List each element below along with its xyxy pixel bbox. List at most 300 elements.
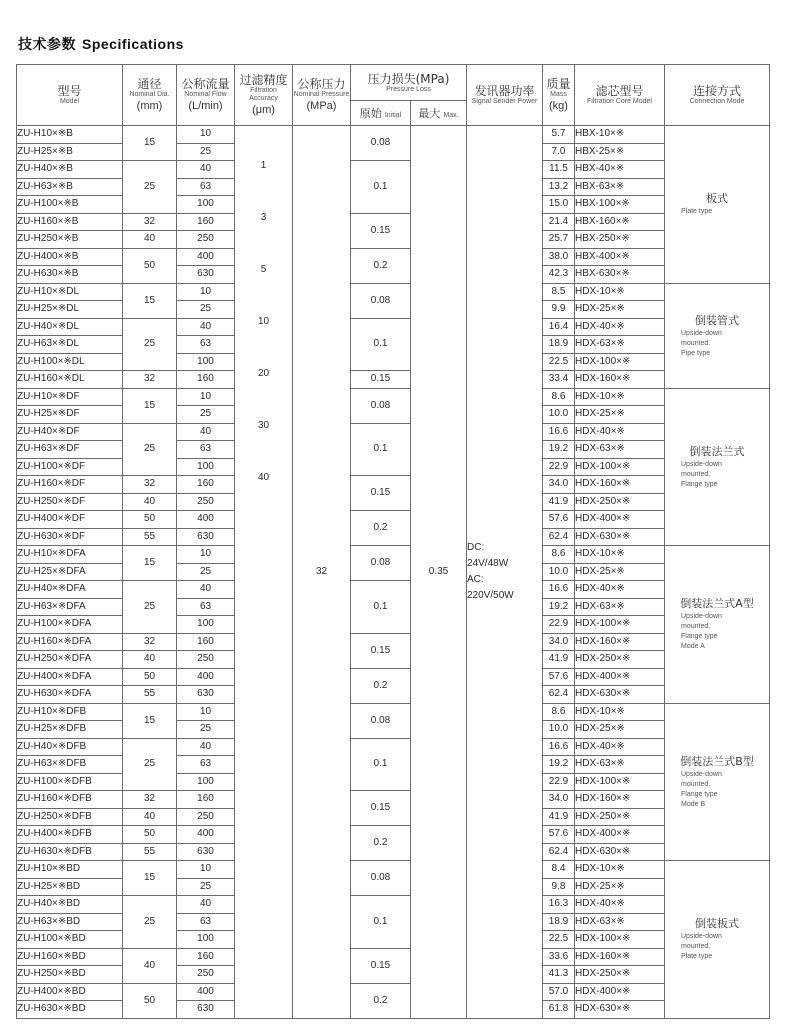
connection-mode-cn: 倒装管式 [695,313,739,327]
mass-cell: 9.8 [543,878,575,896]
core-model-cell: HDX-630×※ [575,528,665,546]
model-cell: ZU-H400×※BD [17,983,123,1001]
model-cell: ZU-H160×※B [17,213,123,231]
nominal-flow-cell: 25 [177,721,235,739]
nominal-dia-cell: 50 [123,826,177,844]
nominal-dia-cell: 25 [123,896,177,949]
mass-cell: 42.3 [543,266,575,284]
accuracy-value: 20 [257,368,270,379]
connection-mode-cn: 倒装法兰式A型 [680,597,754,611]
connection-mode-en: Upside-down [681,613,722,621]
mass-cell: 57.6 [543,511,575,529]
model-cell: ZU-H100×※B [17,196,123,214]
model-cell: ZU-H63×※DFB [17,756,123,774]
table-row [17,948,770,966]
nominal-dia-cell: 50 [123,983,177,1018]
initial-loss-cell: 0.08 [351,126,411,161]
nominal-flow-cell: 10 [177,388,235,406]
model-cell: ZU-H100×※DFB [17,773,123,791]
nominal-flow-cell: 630 [177,528,235,546]
core-model-cell: HDX-63×※ [575,336,665,354]
nominal-flow-cell: 250 [177,493,235,511]
nominal-flow-cell: 160 [177,791,235,809]
model-cell: ZU-H10×※DFA [17,546,123,564]
core-model-cell: HDX-250×※ [575,966,665,984]
mass-cell: 57.0 [543,983,575,1001]
mass-cell: 57.6 [543,826,575,844]
initial-loss-cell: 0.1 [351,318,411,371]
nominal-dia-cell: 50 [123,248,177,283]
core-model-cell: HDX-100×※ [575,458,665,476]
mass-cell: 8.5 [543,283,575,301]
model-cell: ZU-H25×※B [17,143,123,161]
core-model-cell: HDX-100×※ [575,773,665,791]
accuracy-value: 10 [257,316,270,327]
table-row [17,213,770,231]
nominal-dia-cell: 40 [123,493,177,511]
nominal-flow-cell: 400 [177,511,235,529]
accuracy-value: 30 [257,420,270,431]
nominal-flow-cell: 25 [177,563,235,581]
nominal-flow-cell: 160 [177,476,235,494]
mass-cell: 21.4 [543,213,575,231]
table-row [17,546,770,564]
mass-cell: 33.6 [543,948,575,966]
core-model-cell: HBX-100×※ [575,196,665,214]
core-model-cell: HDX-100×※ [575,931,665,949]
nominal-flow-cell: 63 [177,178,235,196]
table-row [17,423,770,441]
nominal-dia-cell: 40 [123,231,177,249]
mass-cell: 16.4 [543,318,575,336]
connection-mode-en: mounted. [681,943,711,951]
core-model-cell: HBX-10×※ [575,126,665,144]
mass-cell: 8.6 [543,546,575,564]
mass-cell: 13.2 [543,178,575,196]
model-cell: ZU-H10×※DF [17,388,123,406]
initial-loss-cell: 0.1 [351,423,411,476]
model-cell: ZU-H630×※DFA [17,686,123,704]
mass-cell: 16.6 [543,738,575,756]
model-cell: ZU-H400×※B [17,248,123,266]
nominal-dia-cell: 40 [123,651,177,669]
connection-mode-en: Upside-down [681,933,722,941]
initial-loss-cell: 0.1 [351,161,411,214]
mass-cell: 22.5 [543,353,575,371]
nominal-flow-cell: 160 [177,213,235,231]
model-cell: ZU-H250×※B [17,231,123,249]
model-cell: ZU-H160×※DFB [17,791,123,809]
mass-cell: 9.9 [543,301,575,319]
initial-loss-cell: 0.2 [351,511,411,546]
mass-cell: 22.9 [543,616,575,634]
nominal-flow-cell: 250 [177,231,235,249]
mass-cell: 22.9 [543,773,575,791]
nominal-flow-cell: 10 [177,861,235,879]
nominal-dia-cell: 15 [123,861,177,896]
specifications-table [16,64,770,1019]
nominal-flow-cell: 25 [177,878,235,896]
nominal-flow-cell: 630 [177,686,235,704]
nominal-flow-cell: 40 [177,318,235,336]
model-cell: ZU-H630×※DFB [17,843,123,861]
model-cell: ZU-H10×※DFB [17,703,123,721]
model-cell: ZU-H630×※BD [17,1001,123,1019]
mass-cell: 41.9 [543,493,575,511]
core-model-cell: HDX-25×※ [575,406,665,424]
nominal-flow-cell: 250 [177,651,235,669]
mass-cell: 8.4 [543,861,575,879]
nominal-dia-cell: 15 [123,388,177,423]
initial-loss-cell: 0.08 [351,283,411,318]
mass-cell: 34.0 [543,476,575,494]
initial-loss-cell: 0.08 [351,388,411,423]
connection-mode-en: Upside-down [681,770,722,778]
core-model-cell: HDX-25×※ [575,301,665,319]
core-model-cell: HDX-160×※ [575,371,665,389]
connection-mode-en: mounted. [681,470,711,478]
nominal-dia-cell: 32 [123,791,177,809]
signal-power-line: 220V/50W [467,589,514,601]
model-cell: ZU-H400×※DF [17,511,123,529]
table-row [17,161,770,179]
mass-cell: 18.9 [543,336,575,354]
mass-cell: 16.3 [543,896,575,914]
page-title-cn: 技术参数 [18,37,76,53]
accuracy-value: 1 [260,160,267,171]
nominal-flow-cell: 250 [177,966,235,984]
model-cell: ZU-H250×※DF [17,493,123,511]
initial-loss-cell: 0.08 [351,546,411,581]
core-model-cell: HDX-40×※ [575,318,665,336]
table-row [17,983,770,1001]
model-cell: ZU-H250×※DFB [17,808,123,826]
mass-cell: 41.3 [543,966,575,984]
mass-cell: 8.6 [543,703,575,721]
connection-mode-en: Mode A [681,643,705,651]
nominal-flow-cell: 63 [177,441,235,459]
mass-cell: 62.4 [543,686,575,704]
model-cell: ZU-H160×※DF [17,476,123,494]
model-cell: ZU-H25×※BD [17,878,123,896]
nominal-flow-cell: 10 [177,546,235,564]
page-title-en: Specifications [82,36,184,52]
table-row [17,633,770,651]
nominal-dia-cell: 25 [123,423,177,476]
nominal-dia-cell: 25 [123,738,177,791]
core-model-cell: HDX-63×※ [575,598,665,616]
nominal-dia-cell: 25 [123,161,177,214]
signal-power-line: DC: [467,541,485,553]
mass-cell: 8.6 [543,388,575,406]
max-loss-cell: 0.35 [411,126,467,1019]
header-nominal-pressure: 公称压力 Nominal Pressure (MPa) [293,65,351,126]
nominal-flow-cell: 630 [177,1001,235,1019]
nominal-flow-cell: 25 [177,301,235,319]
connection-mode-en: Plate type [681,953,713,961]
model-cell: ZU-H40×※DF [17,423,123,441]
core-model-cell: HDX-250×※ [575,808,665,826]
header-loss-max: 最大 Max. [411,101,467,126]
signal-power-line: AC: [467,573,484,585]
nominal-dia-cell: 50 [123,668,177,686]
table-row [17,668,770,686]
nominal-flow-cell: 160 [177,633,235,651]
core-model-cell: HDX-40×※ [575,896,665,914]
mass-cell: 38.0 [543,248,575,266]
nominal-flow-cell: 40 [177,581,235,599]
table-row [17,511,770,529]
connection-mode-en: Flange type [681,633,718,641]
mass-cell: 25.7 [543,231,575,249]
nominal-flow-cell: 630 [177,843,235,861]
connection-mode-en: mounted. [681,780,711,788]
core-model-cell: HDX-630×※ [575,843,665,861]
core-model-cell: HDX-25×※ [575,721,665,739]
model-cell: ZU-H25×※DF [17,406,123,424]
initial-loss-cell: 0.2 [351,668,411,703]
nominal-dia-cell: 25 [123,581,177,634]
table-row [17,476,770,494]
filtration-accuracy-cell [235,126,293,1019]
nominal-flow-cell: 250 [177,808,235,826]
nominal-flow-cell: 400 [177,248,235,266]
model-cell: ZU-H630×※DF [17,528,123,546]
core-model-cell: HDX-10×※ [575,388,665,406]
nominal-flow-cell: 400 [177,983,235,1001]
accuracy-value: 3 [260,212,267,223]
mass-cell: 62.4 [543,528,575,546]
mass-cell: 41.9 [543,808,575,826]
mass-cell: 57.6 [543,668,575,686]
core-model-cell: HDX-630×※ [575,686,665,704]
connection-mode-cell [665,126,770,284]
model-cell: ZU-H63×※BD [17,913,123,931]
initial-loss-cell: 0.15 [351,213,411,248]
core-model-cell: HDX-10×※ [575,283,665,301]
header-mass: 质量 Mass (kg) [543,65,575,126]
core-model-cell: HBX-25×※ [575,143,665,161]
table-row [17,318,770,336]
core-model-cell: HDX-40×※ [575,423,665,441]
model-cell: ZU-H100×※DFA [17,616,123,634]
connection-mode-en: Flange type [681,480,718,488]
core-model-cell: HDX-250×※ [575,493,665,511]
table-body [17,126,770,1019]
core-model-cell: HDX-100×※ [575,353,665,371]
core-model-cell: HDX-25×※ [575,878,665,896]
connection-mode-en: mounted. [681,339,711,347]
nominal-flow-cell: 63 [177,336,235,354]
header-pressure-loss: 压力损失(MPa) Pressure Loss [351,65,467,101]
mass-cell: 11.5 [543,161,575,179]
core-model-cell: HDX-400×※ [575,826,665,844]
table-row [17,248,770,266]
model-cell: ZU-H100×※DF [17,458,123,476]
connection-mode-cell [665,546,770,704]
page-title [18,34,184,54]
core-model-cell: HDX-25×※ [575,563,665,581]
core-model-cell: HDX-10×※ [575,546,665,564]
header-model: 型号 Model [17,65,123,126]
model-cell: ZU-H160×※DFA [17,633,123,651]
nominal-flow-cell: 100 [177,931,235,949]
connection-mode-en: Upside-down [681,329,722,337]
nominal-flow-cell: 160 [177,371,235,389]
table-row [17,896,770,914]
nominal-flow-cell: 25 [177,406,235,424]
header-loss-initial: 原始 Initial [351,101,411,126]
mass-cell: 16.6 [543,423,575,441]
model-cell: ZU-H40×※DFB [17,738,123,756]
nominal-dia-cell: 32 [123,213,177,231]
core-model-cell: HBX-400×※ [575,248,665,266]
nominal-dia-cell: 32 [123,476,177,494]
model-cell: ZU-H10×※DL [17,283,123,301]
header-connection-mode: 连接方式 Connection Mode [665,65,770,126]
core-model-cell: HDX-160×※ [575,791,665,809]
model-cell: ZU-H100×※BD [17,931,123,949]
core-model-cell: HDX-160×※ [575,948,665,966]
core-model-cell: HBX-160×※ [575,213,665,231]
nominal-dia-cell: 50 [123,511,177,529]
connection-mode-en: mounted. [681,623,711,631]
initial-loss-cell: 0.2 [351,826,411,861]
core-model-cell: HDX-63×※ [575,441,665,459]
connection-mode-en: Mode B [681,800,706,808]
nominal-flow-cell: 400 [177,668,235,686]
mass-cell: 19.2 [543,441,575,459]
model-cell: ZU-H25×※DFA [17,563,123,581]
model-cell: ZU-H40×※BD [17,896,123,914]
mass-cell: 61.8 [543,1001,575,1019]
model-cell: ZU-H160×※DL [17,371,123,389]
mass-cell: 41.9 [543,651,575,669]
nominal-flow-cell: 160 [177,948,235,966]
mass-cell: 18.9 [543,913,575,931]
header-filtration-accuracy: 过滤精度 Filtration Accuracy (μm) [235,65,293,126]
model-cell: ZU-H63×※B [17,178,123,196]
model-cell: ZU-H40×※DFA [17,581,123,599]
initial-loss-cell: 0.15 [351,476,411,511]
table-row [17,703,770,721]
core-model-cell: HBX-63×※ [575,178,665,196]
mass-cell: 7.0 [543,143,575,161]
core-model-cell: HDX-63×※ [575,756,665,774]
initial-loss-cell: 0.15 [351,791,411,826]
connection-mode-cn: 倒装法兰式B型 [680,754,754,768]
model-cell: ZU-H40×※DL [17,318,123,336]
core-model-cell: HDX-400×※ [575,668,665,686]
model-cell: ZU-H100×※DL [17,353,123,371]
nominal-dia-cell: 32 [123,633,177,651]
header-core-model: 滤芯型号 Filtration Core Model [575,65,665,126]
initial-loss-cell: 0.08 [351,703,411,738]
connection-mode-cell [665,861,770,1019]
nominal-flow-cell: 63 [177,756,235,774]
nominal-flow-cell: 63 [177,913,235,931]
mass-cell: 19.2 [543,598,575,616]
model-cell: ZU-H40×※B [17,161,123,179]
nominal-dia-cell: 15 [123,703,177,738]
table-row [17,861,770,879]
table-row [17,283,770,301]
mass-cell: 10.0 [543,563,575,581]
nominal-flow-cell: 400 [177,826,235,844]
core-model-cell: HDX-160×※ [575,476,665,494]
accuracy-value: 40 [257,472,270,483]
core-model-cell: HDX-40×※ [575,738,665,756]
mass-cell: 10.0 [543,406,575,424]
nominal-dia-cell: 15 [123,126,177,161]
model-cell: ZU-H250×※BD [17,966,123,984]
signal-power-line: 24V/48W [467,557,509,569]
model-cell: ZU-H250×※DFA [17,651,123,669]
model-cell: ZU-H63×※DFA [17,598,123,616]
connection-mode-en: Plate type [681,208,713,216]
core-model-cell: HDX-10×※ [575,703,665,721]
mass-cell: 10.0 [543,721,575,739]
signal-power-cell [467,126,543,1019]
nominal-dia-cell: 55 [123,686,177,704]
nominal-flow-cell: 40 [177,161,235,179]
model-cell: ZU-H400×※DFA [17,668,123,686]
connection-mode-en: Flange type [681,790,718,798]
nominal-flow-cell: 100 [177,458,235,476]
connection-mode-en: Pipe type [681,349,711,357]
core-model-cell: HDX-10×※ [575,861,665,879]
nominal-flow-cell: 100 [177,353,235,371]
nominal-dia-cell: 25 [123,318,177,371]
connection-mode-en: Upside-down [681,460,722,468]
core-model-cell: HDX-400×※ [575,511,665,529]
nominal-dia-cell: 40 [123,808,177,826]
nominal-flow-cell: 10 [177,703,235,721]
initial-loss-cell: 0.1 [351,738,411,791]
table-row [17,791,770,809]
core-model-cell: HDX-630×※ [575,1001,665,1019]
mass-cell: 33.4 [543,371,575,389]
nominal-flow-cell: 40 [177,423,235,441]
model-cell: ZU-H63×※DL [17,336,123,354]
model-cell: ZU-H25×※DL [17,301,123,319]
initial-loss-cell: 0.2 [351,248,411,283]
initial-loss-cell: 0.1 [351,896,411,949]
nominal-dia-cell: 55 [123,528,177,546]
nominal-flow-cell: 100 [177,616,235,634]
core-model-cell: HBX-630×※ [575,266,665,284]
table-row [17,388,770,406]
header-signal-power: 发讯器功率 Signal Sender Power [467,65,543,126]
mass-cell: 15.0 [543,196,575,214]
connection-mode-cell [665,283,770,388]
nominal-flow-cell: 10 [177,126,235,144]
nominal-pressure-cell: 32 [293,126,351,1019]
nominal-flow-cell: 25 [177,143,235,161]
model-cell: ZU-H630×※B [17,266,123,284]
nominal-flow-cell: 40 [177,896,235,914]
core-model-cell: HBX-40×※ [575,161,665,179]
core-model-cell: HDX-40×※ [575,581,665,599]
nominal-flow-cell: 10 [177,283,235,301]
mass-cell: 22.9 [543,458,575,476]
initial-loss-cell: 0.08 [351,861,411,896]
model-cell: ZU-H400×※DFB [17,826,123,844]
core-model-cell: HDX-400×※ [575,983,665,1001]
nominal-dia-cell: 55 [123,843,177,861]
header-nominal-dia: 通径 Nominal Dia. (mm) [123,65,177,126]
core-model-cell: HDX-100×※ [575,616,665,634]
